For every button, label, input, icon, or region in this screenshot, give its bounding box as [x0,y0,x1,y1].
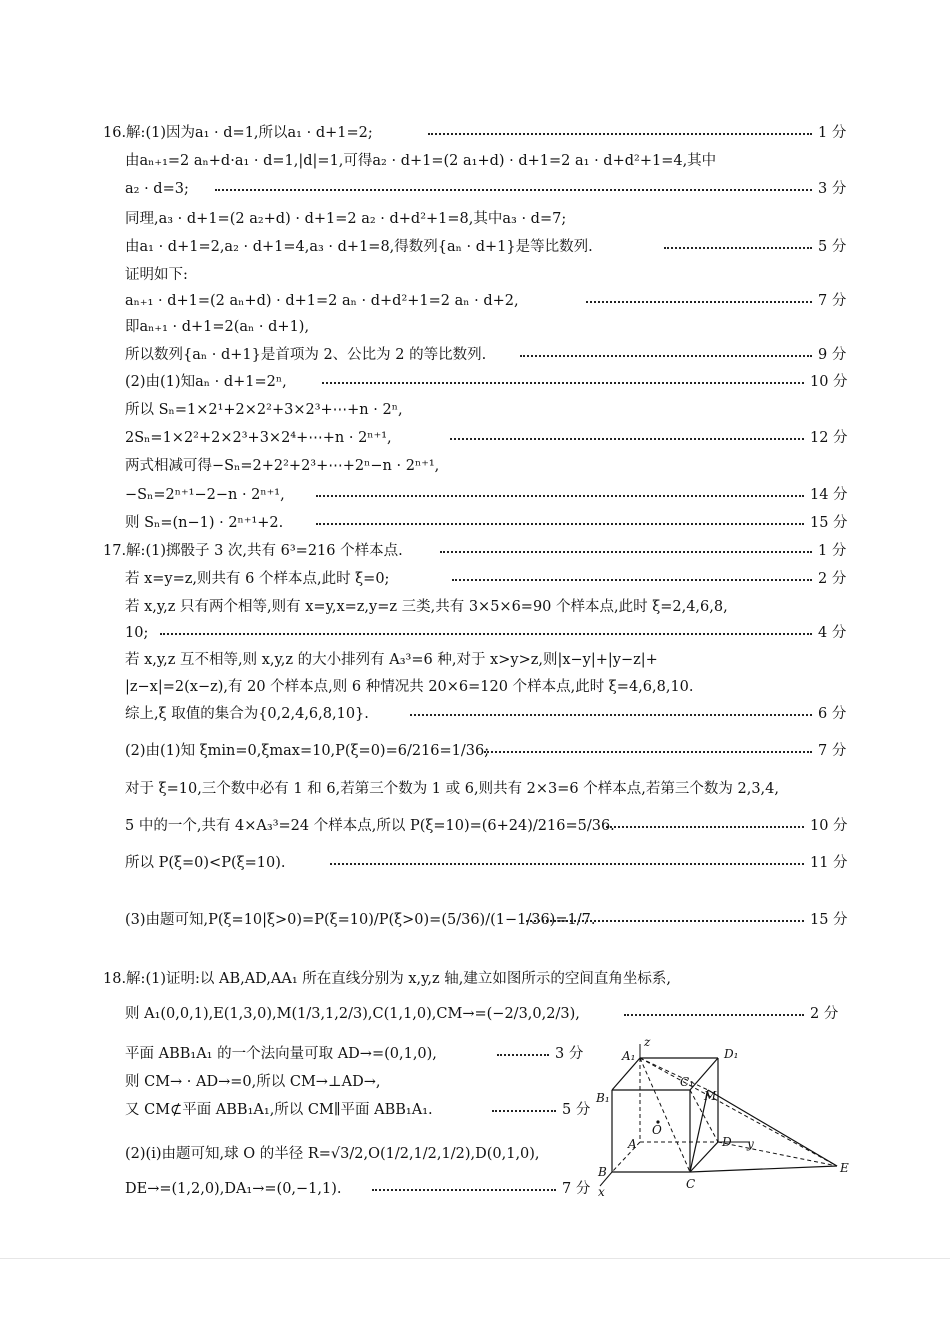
leader-dots [428,133,812,135]
label-x: x [598,1185,605,1199]
score: 10 分 [810,818,848,834]
line-text: 由a₁ · d+1=2,a₂ · d+1=4,a₃ · d+1=8,得数列{aₙ · d+1}是等比数列. [125,239,593,255]
solution-line [0,776,950,802]
solution-line [0,234,950,260]
score: 6 分 [818,706,847,722]
leader-dots [520,355,812,357]
solution-line [0,482,950,508]
solution-line [0,701,950,727]
solution-line [0,907,950,933]
line-text: aₙ₊₁ · d+1=(2 aₙ+d) · d+1=2 aₙ · d+d²+1=2 aₙ · d+2, [125,293,519,309]
leader-dots [452,579,812,581]
leader-dots [450,438,804,440]
label-d: D [722,1135,732,1149]
score: 5 分 [818,239,847,255]
solution-line [0,566,950,592]
line-text: 则 A₁(0,0,1),E(1,3,0),M(1/3,1,2/3),C(1,1,0),CM→=(−2/3,0,2/3), [125,1006,580,1022]
label-d1: D₁ [724,1047,739,1061]
label-z: z [644,1035,651,1049]
score: 5 分 [562,1102,591,1118]
line-text: (3)由题可知,P(ξ=10|ξ>0)=P(ξ=10)/P(ξ>0)=(5/36)/(1−1/36)=1/7. [125,912,596,928]
figure-labels [595,1035,849,1199]
label-c1: C₁ [680,1075,694,1089]
leader-dots [484,751,812,753]
solution-line [0,206,950,232]
line-text: 综上,ξ 取值的集合为{0,2,4,6,8,10}. [125,706,369,722]
score: 9 分 [818,347,847,363]
solution-line [0,850,950,876]
line-text: 若 x,y,z 只有两个相等,则有 x=y,x=z,y=z 三类,共有 3×5×6=90 个样本点,此时 ξ=2,4,6,8, [125,599,728,615]
solution-line [0,314,950,340]
cube-diagram [590,1035,855,1200]
solution-line [0,594,950,620]
line-text: 即aₙ₊₁ · d+1=2(aₙ · d+1), [125,319,310,335]
line-text: 5 中的一个,共有 4×A₃³=24 个样本点,所以 P(ξ=10)=(6+24)/216=5/36. [125,818,615,834]
line-text: 若 x,y,z 互不相等,则 x,y,z 的大小排列有 A₃³=6 种,对于 x>y>z,则|x−y|+|y−z|+ [125,652,658,668]
solution-line [0,176,950,202]
leader-dots [410,714,812,716]
line-text: 同理,a₃ · d+1=(2 a₂+d) · d+1=2 a₂ · d+d²+1=8,其中a₃ · d=7; [125,211,567,227]
line-text: 所以 P(ξ=0)<P(ξ=10). [125,855,286,871]
line-text: |z−x|=2(x−z),有 20 个样本点,则 6 种情况共 20×6=120 个样本点,此时 ξ=4,6,8,10. [125,679,694,695]
label-m: M [704,1089,717,1103]
label-e: E [840,1161,849,1175]
line-text: 所以数列{aₙ · d+1}是首项为 2、公比为 2 的等比数列. [125,347,487,363]
score: 10 分 [810,374,848,390]
line-text: 2Sₙ=1×2²+2×2³+3×2⁴+⋯+n · 2ⁿ⁺¹, [125,430,392,446]
score: 11 分 [810,855,848,871]
solution-line [0,262,950,288]
solution-line [0,674,950,700]
line-text: 证明如下: [125,267,188,283]
line-text: 18.解:(1)证明:以 AB,AD,AA₁ 所在直线分别为 x,y,z 轴,建立如图所示的空间直角坐标系, [103,971,672,987]
line-text: 又 CM⊄平面 ABB₁A₁,所以 CM∥平面 ABB₁A₁. [125,1102,433,1118]
line-text: 16.解:(1)因为a₁ · d=1,所以a₁ · d+1=2; [103,125,373,141]
score: 2 分 [810,1006,839,1022]
cube-figure [590,1035,855,1200]
line-text: 平面 ABB₁A₁ 的一个法向量可取 AD→=(0,1,0), [125,1046,437,1062]
score: 4 分 [818,625,847,641]
score: 3 分 [555,1046,584,1062]
leader-dots [215,189,812,191]
line-text: 对于 ξ=10,三个数中必有 1 和 6,若第三个数为 1 或 6,则共有 2×3=6 个样本点,若第三个数为 2,3,4, [125,781,779,797]
solution-line [0,647,950,673]
leader-dots [330,863,804,865]
line-text: (2)由(1)知aₙ · d+1=2ⁿ, [125,374,287,390]
label-o: O [652,1123,662,1137]
leader-dots [586,301,812,303]
label-y: y [747,1137,754,1151]
solution-line [0,288,950,314]
solution-line [0,148,950,174]
page-footer-rule [0,1258,950,1259]
line-text: 由aₙ₊₁=2 aₙ+d·a₁ · d=1,|d|=1,可得a₂ · d+1=(2 a₁+d) · d+1=2 a₁ · d+d²+1=4,其中 [125,153,717,169]
score: 7 分 [562,1181,591,1197]
solution-line [0,538,950,564]
line-text: 则 CM→ · AD→=0,所以 CM→⊥AD→, [125,1074,381,1090]
leader-dots [316,523,804,525]
solution-line [0,397,950,423]
solution-line [0,369,950,395]
leader-dots [316,495,804,497]
line-text: a₂ · d=3; [125,181,189,197]
label-b1: B₁ [596,1091,610,1105]
line-text: DE→=(1,2,0),DA₁→=(0,−1,1). [125,1181,342,1197]
score: 12 分 [810,430,848,446]
cube-edges [612,1058,837,1172]
solution-line [0,738,950,764]
score: 7 分 [818,743,847,759]
hidden-edges [612,1058,837,1172]
solution-line [0,620,950,646]
solution-line [0,453,950,479]
solution-line [0,342,950,368]
solution-line [0,510,950,536]
line-text: (2)(i)由题可知,球 O 的半径 R=√3/2,O(1/2,1/2,1/2),D(0,1,0), [125,1146,540,1162]
line-text: 17.解:(1)掷骰子 3 次,共有 6³=216 个样本点. [103,543,403,559]
leader-dots [664,247,812,249]
leader-dots [372,1189,556,1191]
solution-line [0,966,950,992]
line-text: 若 x=y=z,则共有 6 个样本点,此时 ξ=0; [125,571,390,587]
leader-dots [624,1014,804,1016]
solution-line [0,1001,950,1027]
line-text: 两式相减可得−Sₙ=2+2²+2³+⋯+2ⁿ−n · 2ⁿ⁺¹, [125,458,440,474]
line-text: 所以 Sₙ=1×2¹+2×2²+3×2³+⋯+n · 2ⁿ, [125,402,403,418]
leader-dots [526,920,804,922]
score: 15 分 [810,515,848,531]
solution-line [0,120,950,146]
line-text: 则 Sₙ=(n−1) · 2ⁿ⁺¹+2. [125,515,284,531]
score: 2 分 [818,571,847,587]
leader-dots [440,551,812,553]
leader-dots [492,1110,556,1112]
line-text: −Sₙ=2ⁿ⁺¹−2−n · 2ⁿ⁺¹, [125,487,285,503]
axes [600,1044,750,1186]
label-a1: A₁ [622,1049,636,1063]
score: 14 分 [810,487,848,503]
score: 1 分 [818,125,847,141]
label-b: B [598,1165,607,1179]
solution-line [0,813,950,839]
score: 15 分 [810,912,848,928]
line-text: (2)由(1)知 ξmin=0,ξmax=10,P(ξ=0)=6/216=1/36; [125,743,490,759]
leader-dots [160,633,812,635]
leader-dots [606,826,804,828]
label-a: A [628,1137,637,1151]
label-c: C [686,1177,696,1191]
solution-line [0,425,950,451]
leader-dots [497,1054,549,1056]
score: 1 分 [818,543,847,559]
score: 3 分 [818,181,847,197]
leader-dots [322,382,804,384]
score: 7 分 [818,293,847,309]
line-text: 10; [125,625,149,641]
